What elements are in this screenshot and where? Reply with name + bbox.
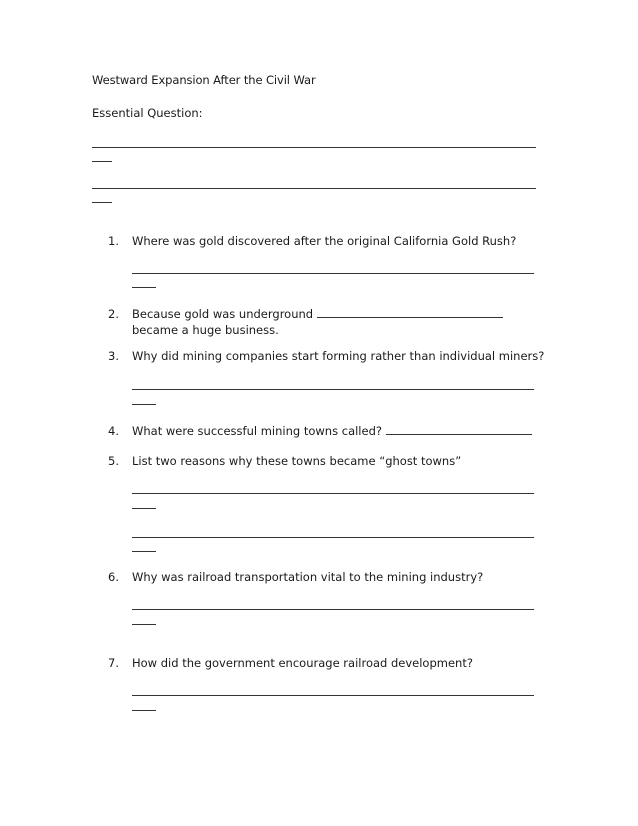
- question-4: [108, 423, 548, 439]
- answer-line-5b-tail[interactable]: [132, 551, 156, 552]
- question-2-continuation: became a huge business.: [132, 323, 279, 337]
- question-1: [108, 233, 548, 249]
- question-6: [108, 569, 548, 585]
- question-3: [108, 348, 548, 364]
- essential-answer-line-1-tail[interactable]: [92, 161, 112, 162]
- question-text: Why did mining companies start forming rather than individual miners?: [132, 349, 545, 363]
- answer-line-3[interactable]: [132, 389, 534, 390]
- answer-line-6[interactable]: [132, 609, 534, 610]
- question-text: Because gold was underground: [132, 307, 314, 321]
- question-text: Why was railroad transportation vital to the mining industry?: [132, 570, 484, 584]
- fill-in-blank[interactable]: [386, 424, 532, 435]
- answer-line-5a[interactable]: [132, 493, 534, 494]
- essential-answer-line-1[interactable]: [92, 147, 536, 148]
- question-number: 6.: [108, 570, 119, 584]
- essential-answer-line-2-tail[interactable]: [92, 202, 112, 203]
- essential-question-label: Essential Question:: [92, 106, 203, 120]
- question-text: How did the government encourage railroad development?: [132, 656, 473, 670]
- answer-line-7[interactable]: [132, 695, 534, 696]
- question-7: [108, 655, 548, 671]
- answer-line-5a-tail[interactable]: [132, 508, 156, 509]
- answer-line-6-tail[interactable]: [132, 624, 156, 625]
- question-number: 2.: [108, 307, 119, 321]
- question-text: Where was gold discovered after the original California Gold Rush?: [132, 234, 517, 248]
- fill-in-blank[interactable]: [317, 307, 503, 318]
- answer-line-1-tail[interactable]: [132, 287, 156, 288]
- essential-answer-line-2[interactable]: [92, 188, 536, 189]
- question-number: 1.: [108, 234, 119, 248]
- worksheet-title: Westward Expansion After the Civil War: [92, 73, 316, 87]
- question-number: 4.: [108, 424, 119, 438]
- answer-line-7-tail[interactable]: [132, 710, 156, 711]
- question-text: List two reasons why these towns became “ghost towns”: [132, 454, 462, 468]
- question-number: 7.: [108, 656, 119, 670]
- answer-line-5b[interactable]: [132, 537, 534, 538]
- question-number: 5.: [108, 454, 119, 468]
- answer-line-3-tail[interactable]: [132, 404, 156, 405]
- question-text: What were successful mining towns called?: [132, 424, 382, 438]
- question-number: 3.: [108, 349, 119, 363]
- question-2: [108, 306, 548, 322]
- question-5: [108, 453, 548, 469]
- answer-line-1[interactable]: [132, 273, 534, 274]
